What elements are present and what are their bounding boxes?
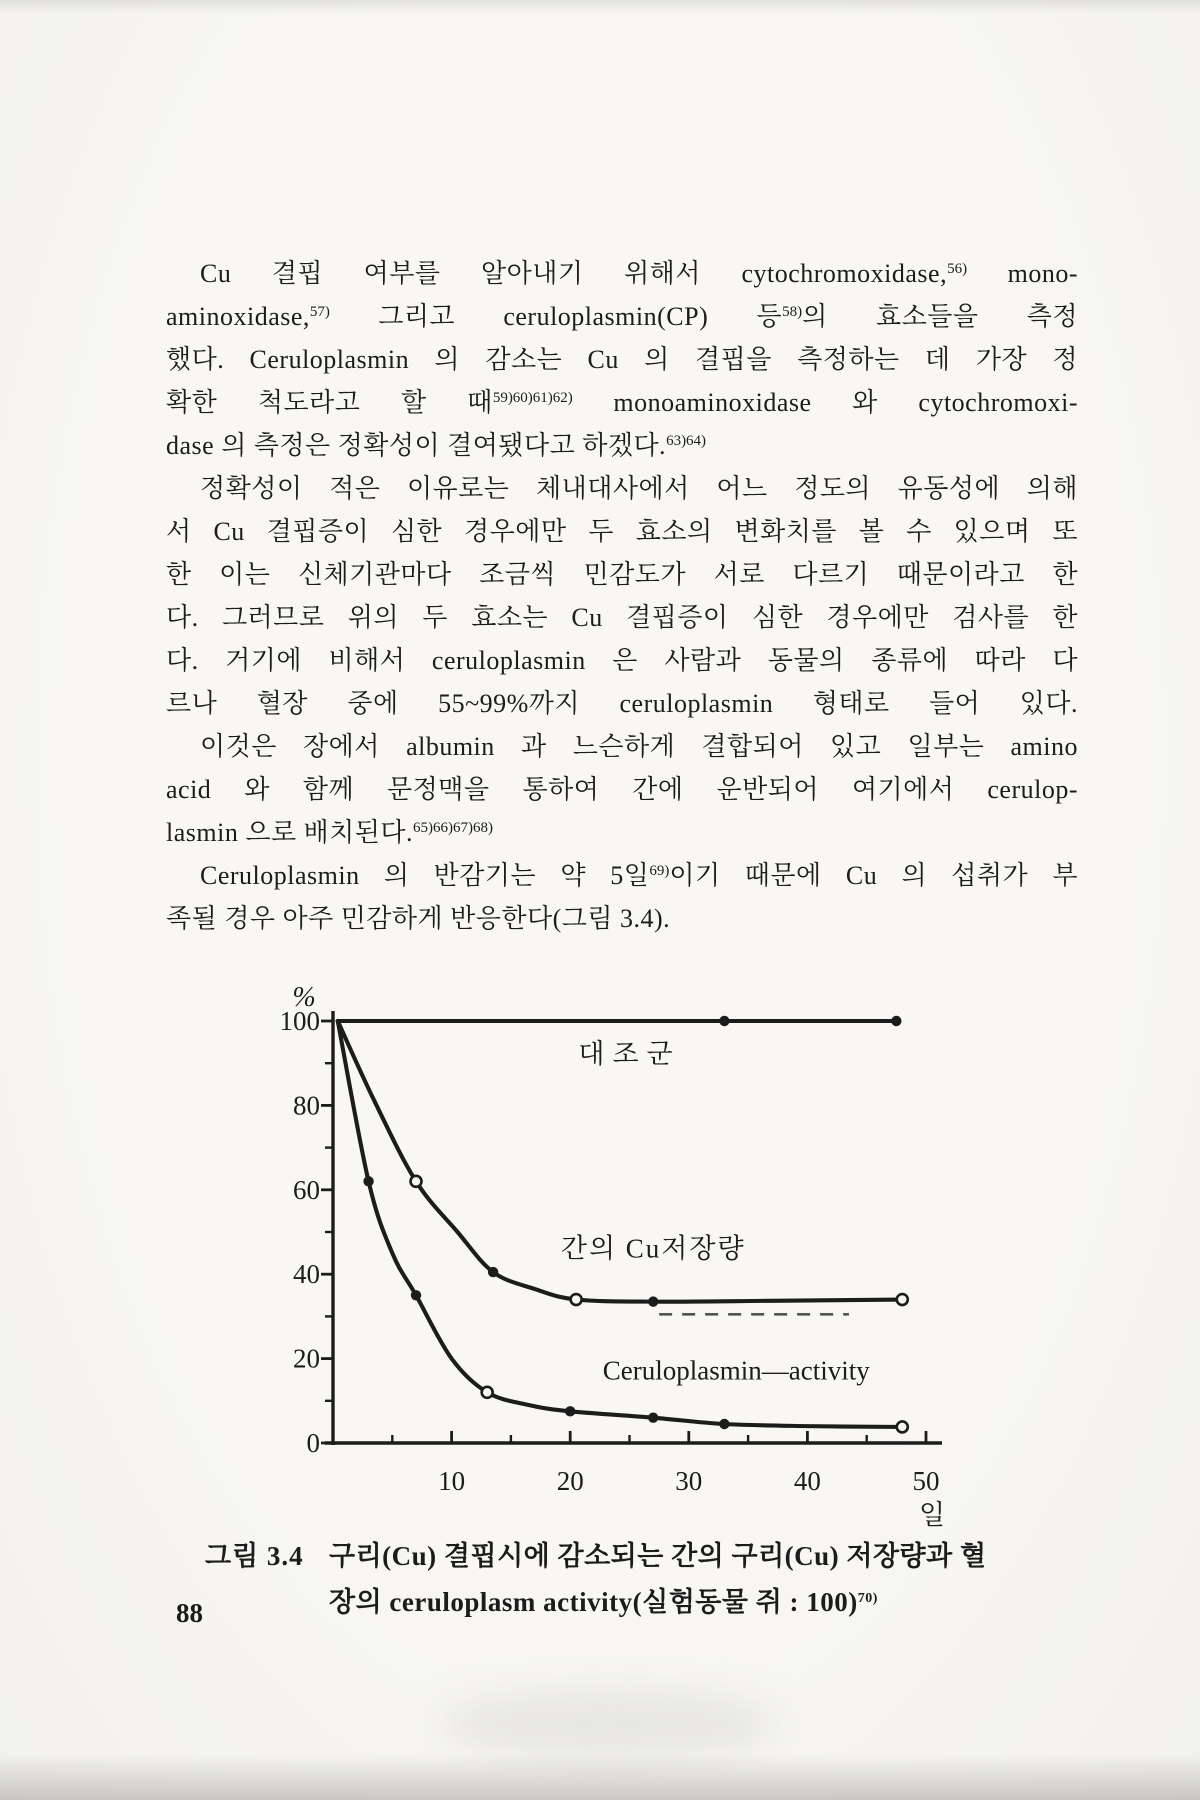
x-tick-label: 40 [793,1466,821,1496]
text-line: 한 이는 신체기관마다 조금씩 민감도가 서로 다르기 때문이라고 한 [166,560,1078,589]
y-tick-label: 40 [293,1259,320,1290]
text-line: 서 Cu 결핍증이 심한 경우에만 두 효소의 변화치를 볼 수 있으며 또 [166,517,1078,546]
series-1-label: 간의 Cu저장량 [560,1233,746,1264]
text-line: 정확성이 적은 이유로는 체내대사에서 어느 정도의 유동성에 의해 [200,474,1078,503]
y-tick-label: 80 [293,1090,320,1121]
series-2-data-point [482,1387,493,1398]
series-2-data-point [648,1412,658,1422]
text-line: dase 의 측정은 정확성이 결여됐다고 하겠다.$^{63)64)}$ [166,431,707,460]
series-2-label: Ceruloplasmin—activity [602,1355,870,1386]
figure-caption [205,1533,987,1625]
scan-shade-top [0,0,1200,14]
x-axis-unit-label: 일 [918,1500,946,1530]
series-2-data-point [565,1406,575,1416]
text-line: aminoxidase,$^{57)}$ 그리고 ceruloplasmin(CP) 등$^{58)}$의 효소들을 측정 [166,302,1078,331]
y-axis-unit-label: % [292,982,316,1013]
series-2-data-point [363,1176,373,1186]
y-tick-label: 60 [293,1174,320,1205]
text-line: 확한 척도라고 할 때$^{59)60)61)62)}$ monoaminoxidase 와 cytochromoxi- [166,388,1078,417]
caption-line: 장의 ceruloplasm activity(실험동물 쥐 : 100)$^{70)}$ [329,1587,878,1617]
series-2-data-point [719,1419,729,1429]
series-1-data-point [897,1294,908,1305]
y-tick-label: 0 [306,1428,320,1458]
scan-shade-bottom [0,1754,1200,1800]
text-line: 다. 그러므로 위의 두 효소는 Cu 결핍증이 심한 경우에만 검사를 한 [166,603,1078,632]
series-1-data-point [571,1294,582,1305]
text-line: lasmin 으로 배치된다.$^{65)66)67)68)}$ [166,818,494,847]
series-1-data-point [411,1176,422,1187]
series-0-data-point [719,1016,729,1026]
text-line: 다. 거기에 비해서 ceruloplasmin 은 사람과 동물의 종류에 따라 다 [166,646,1078,675]
series-2-data-point [897,1421,908,1432]
text-line: 르나 혈장 중에 55~99%까지 ceruloplasmin 형태로 들어 있다. [166,689,1078,718]
y-tick-label: 100 [279,1006,320,1036]
body-text [166,252,1078,940]
caption-line: 구리(Cu) 결핍시에 감소되는 간의 구리(Cu) 저장량과 혈 [329,1541,987,1571]
figure-caption-label: 그림 3.4 [205,1541,304,1571]
text-line: Cu 결핍 여부를 알아내기 위해서 cytochromoxidase,$^{56)}$ mono- [200,259,1078,288]
series-1-data-point [488,1267,498,1277]
series-1-data-point [648,1296,658,1306]
text-line: 이것은 장에서 albumin 과 느슨하게 결합되어 있고 일부는 amino [200,732,1078,761]
scan-smudge [440,1688,780,1760]
x-tick-label: 50 [912,1466,940,1496]
x-tick-label: 30 [675,1466,703,1496]
series-0-data-point [891,1016,901,1026]
series-2-data-point [411,1290,421,1300]
figure-3-4-chart [220,950,980,1550]
x-tick-label: 10 [438,1466,466,1496]
text-line: 했다. Ceruloplasmin 의 감소는 Cu 의 결핍을 측정하는 데 가장 정 [166,345,1078,374]
figure-caption-text [329,1533,987,1625]
page-number: 88 [176,1598,203,1628]
text-line: 족될 경우 아주 민감하게 반응한다(그림 3.4). [166,904,671,933]
x-tick-label: 20 [556,1466,584,1496]
y-tick-label: 20 [293,1343,320,1374]
text-line: Ceruloplasmin 의 반감기는 약 5일$^{69)}$이기 때문에 Cu 의 섭취가 부 [200,861,1078,890]
text-line: acid 와 함께 문정맥을 통하여 간에 운반되어 여기에서 cerulop- [166,775,1078,804]
series-0-label: 대조군 [578,1039,681,1070]
